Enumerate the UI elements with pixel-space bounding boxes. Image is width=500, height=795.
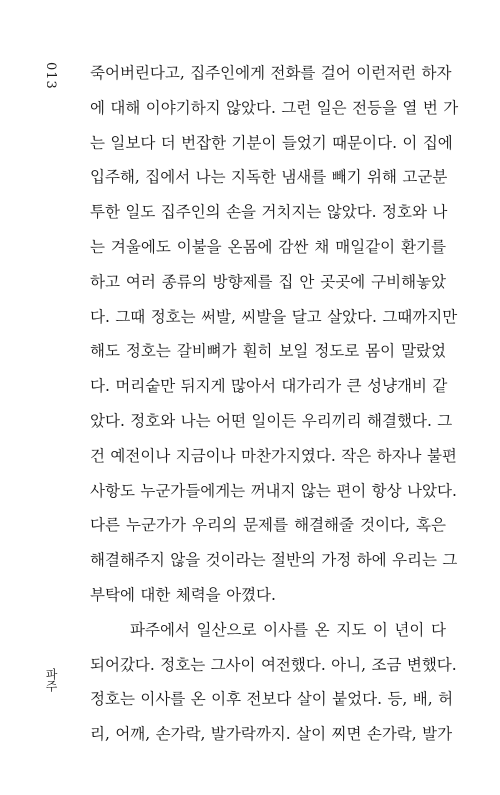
text-line: 다. 그때 정호는 써발, 씨발을 달고 살았다. 그때까지만 [90,307,458,326]
text-line: 해도 정호는 갈비뼈가 훤히 보일 정도로 몸이 말랐었 [90,342,446,361]
text-line: 다. 머리숱만 뒤지게 많아서 대가리가 큰 성냥개비 같 [90,377,448,396]
text-line: 았다. 정호와 나는 어떤 일이든 우리끼리 해결했다. 그 [90,411,453,430]
text-line: 입주해, 집에서 나는 지독한 냄새를 빼기 위해 고군분 [90,168,448,187]
body-text [90,56,459,752]
text-line: 되어갔다. 정호는 그사이 여전했다. 아니, 조금 변했다. [90,655,457,674]
text-line: 하고 여러 종류의 방향제를 집 안 곳곳에 구비해놓았 [90,272,446,291]
text-line: 는 겨울에도 이불을 온몸에 감싼 채 매일같이 환기를 [90,237,446,256]
paragraph-1 [90,56,459,613]
chapter-title: 파주 [44,668,58,692]
text-line: 에 대해 이야기하지 않았다. 그런 일은 전등을 열 번 가 [90,98,459,117]
text-line: 해결해주지 않을 것이라는 절반의 가정 하에 우리는 그 [90,551,458,570]
text-line: 죽어버린다고, 집주인에게 전화를 걸어 이런저런 하자 [90,64,452,82]
text-line: 파주에서 일산으로 이사를 온 지도 이 년이 다 [130,620,446,639]
text-line: 건 예전이나 지금이나 마찬가지였다. 작은 하자나 불편 [90,446,457,465]
text-line: 사항도 누군가들에게는 꺼내지 않는 편이 항상 나았다. [90,481,457,500]
text-line: 리, 어깨, 손가락, 발가락까지. 살이 찌면 손가락, 발가 [90,725,453,744]
text-line: 부탁에 대한 체력을 아꼈다. [90,585,276,604]
paragraph-2 [90,613,457,752]
text-line: 는 일보다 더 번잡한 기분이 들었기 때문이다. 이 집에 [90,133,453,152]
text-line: 정호는 이사를 온 이후 전보다 살이 붙었다. 등, 배, 허 [90,690,454,709]
text-line: 다른 누군가가 우리의 문제를 해결해줄 것이다, 혹은 [90,516,446,535]
page-number: 013 [43,62,58,90]
text-line: 투한 일도 집주인의 손을 거치지는 않았다. 정호와 나 [90,203,448,222]
